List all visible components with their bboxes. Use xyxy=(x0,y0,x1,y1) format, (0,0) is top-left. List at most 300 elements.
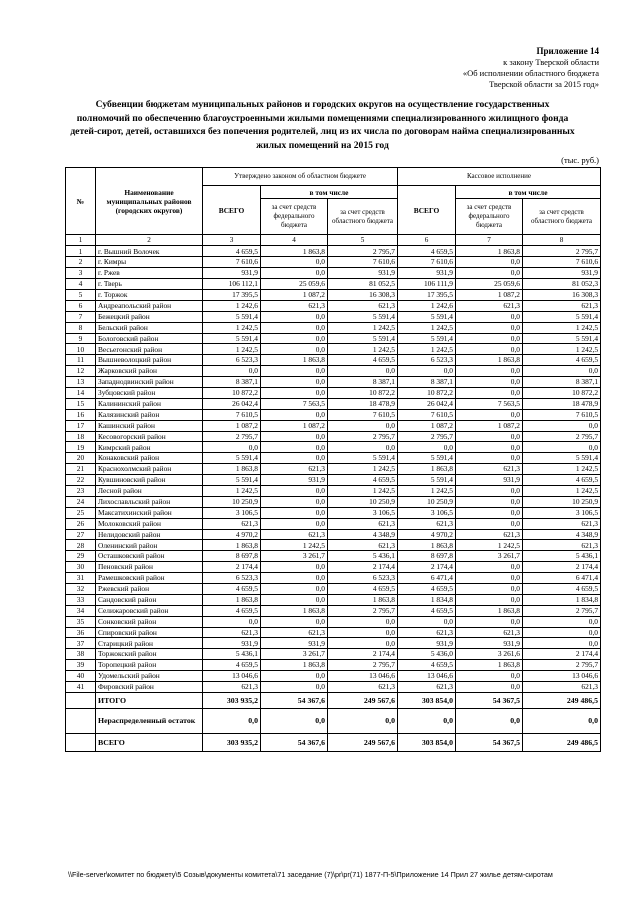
unallocated-value: 0,0 xyxy=(328,708,398,733)
amount-cell: 931,9 xyxy=(203,638,261,649)
amount-cell: 1 863,8 xyxy=(261,355,328,366)
amount-cell: 5 591,4 xyxy=(203,333,261,344)
row-number: 34 xyxy=(66,605,96,616)
amount-cell: 1 834,8 xyxy=(523,594,601,605)
table-row xyxy=(66,257,601,268)
amount-cell: 0,0 xyxy=(523,420,601,431)
amount-cell: 0,0 xyxy=(456,442,523,453)
amount-cell: 4 659,5 xyxy=(328,355,398,366)
amount-cell: 0,0 xyxy=(523,616,601,627)
amount-cell: 621,3 xyxy=(328,518,398,529)
grand-value: 54 367,6 xyxy=(261,733,328,751)
amount-cell: 1 087,2 xyxy=(261,289,328,300)
amount-cell: 17 395,5 xyxy=(398,289,456,300)
amount-cell: 16 308,3 xyxy=(328,289,398,300)
amount-cell: 16 308,3 xyxy=(523,289,601,300)
amount-cell: 0,0 xyxy=(456,387,523,398)
amount-cell: 0,0 xyxy=(456,573,523,584)
row-number: 14 xyxy=(66,387,96,398)
table-row xyxy=(66,529,601,540)
row-number: 15 xyxy=(66,398,96,409)
amount-cell: 2 174,4 xyxy=(328,562,398,573)
amount-cell: 2 174,4 xyxy=(203,562,261,573)
amount-cell: 621,3 xyxy=(203,627,261,638)
amount-cell: 4 970,2 xyxy=(203,529,261,540)
amount-cell: 0,0 xyxy=(261,268,328,279)
row-number: 2 xyxy=(66,257,96,268)
table-row xyxy=(66,518,601,529)
row-number: 40 xyxy=(66,671,96,682)
amount-cell: 931,9 xyxy=(261,475,328,486)
header-cash-including: в том числе xyxy=(456,186,601,199)
amount-cell: 5 591,4 xyxy=(203,311,261,322)
amount-cell: 0,0 xyxy=(261,431,328,442)
amount-cell: 0,0 xyxy=(261,366,328,377)
amount-cell: 2 795,7 xyxy=(523,660,601,671)
amount-cell: 1 087,2 xyxy=(398,420,456,431)
amount-cell: 26 042,4 xyxy=(203,398,261,409)
amount-cell: 5 591,4 xyxy=(328,333,398,344)
row-number: 41 xyxy=(66,682,96,693)
amount-cell: 621,3 xyxy=(523,682,601,693)
amount-cell: 81 052,5 xyxy=(328,279,398,290)
table-row xyxy=(66,377,601,388)
amount-cell: 0,0 xyxy=(456,616,523,627)
amount-cell: 0,0 xyxy=(456,366,523,377)
table-row xyxy=(66,507,601,518)
column-number: 7 xyxy=(456,235,523,246)
table-row xyxy=(66,246,601,257)
row-number: 21 xyxy=(66,464,96,475)
amount-cell: 0,0 xyxy=(523,366,601,377)
amount-cell: 0,0 xyxy=(328,442,398,453)
row-number: 1 xyxy=(66,246,96,257)
amount-cell: 106 112,1 xyxy=(203,279,261,290)
unallocated-label: Нераспределенный остаток xyxy=(96,708,203,733)
district-name: г. Торжок xyxy=(96,289,203,300)
amount-cell: 0,0 xyxy=(261,442,328,453)
amount-cell: 4 348,9 xyxy=(328,529,398,540)
amount-cell: 1 242,5 xyxy=(328,322,398,333)
amount-cell: 931,9 xyxy=(456,475,523,486)
amount-cell: 5 591,4 xyxy=(328,453,398,464)
amount-cell: 1 863,8 xyxy=(261,660,328,671)
table-row xyxy=(66,289,601,300)
table-row xyxy=(66,387,601,398)
amount-cell: 0,0 xyxy=(261,453,328,464)
district-name: Ржевский район xyxy=(96,584,203,595)
district-name: Краснохолмский район xyxy=(96,464,203,475)
amount-cell: 621,3 xyxy=(456,529,523,540)
amount-cell: 0,0 xyxy=(456,453,523,464)
header-approved-federal: за счет средств федерального бюджета xyxy=(261,199,328,235)
row-number: 12 xyxy=(66,366,96,377)
district-name: г. Тверь xyxy=(96,279,203,290)
amount-cell: 7 610,5 xyxy=(523,409,601,420)
amount-cell: 0,0 xyxy=(261,485,328,496)
amount-cell: 4 659,5 xyxy=(203,246,261,257)
district-name: Пеновский район xyxy=(96,562,203,573)
row-number: 10 xyxy=(66,344,96,355)
table-row xyxy=(66,616,601,627)
amount-cell: 0,0 xyxy=(261,496,328,507)
amount-cell: 5 436,1 xyxy=(328,551,398,562)
amount-cell: 2 795,7 xyxy=(523,246,601,257)
amount-cell: 4 659,5 xyxy=(398,584,456,595)
row-number: 31 xyxy=(66,573,96,584)
amount-cell: 0,0 xyxy=(261,257,328,268)
amount-cell: 2 795,7 xyxy=(328,605,398,616)
district-name: Максатихинский район xyxy=(96,507,203,518)
amount-cell: 2 795,7 xyxy=(203,431,261,442)
amount-cell: 0,0 xyxy=(261,409,328,420)
total-row xyxy=(66,692,601,708)
amount-cell: 621,3 xyxy=(328,540,398,551)
file-path-footer: \\File-server\комитет по бюджету\5 Созыв\документы комитета\71 заседание (7)\pr\pr(71) 1877-П-5\Приложение 14 Прил 27 жилье детям-сиротам xyxy=(68,870,553,879)
amount-cell: 7 610,5 xyxy=(398,409,456,420)
amount-cell: 1 863,8 xyxy=(456,660,523,671)
district-name: Калязинский район xyxy=(96,409,203,420)
unallocated-blank xyxy=(66,708,96,733)
total-value: 303 935,2 xyxy=(203,692,261,708)
amount-cell: 4 659,5 xyxy=(523,475,601,486)
amount-cell: 4 659,5 xyxy=(328,475,398,486)
amount-cell: 17 395,5 xyxy=(203,289,261,300)
column-number: 4 xyxy=(261,235,328,246)
amount-cell: 3 261,6 xyxy=(456,649,523,660)
grand-total-row xyxy=(66,733,601,751)
district-name: Фировский район xyxy=(96,682,203,693)
header-cash-federal: за счет средств федерального бюджета xyxy=(456,199,523,235)
amount-cell: 1 242,6 xyxy=(203,300,261,311)
row-number: 39 xyxy=(66,660,96,671)
table-row xyxy=(66,453,601,464)
amount-cell: 621,3 xyxy=(261,529,328,540)
amount-cell: 0,0 xyxy=(456,496,523,507)
row-number: 37 xyxy=(66,638,96,649)
header-name: Наименование муниципальных районов (городских округов) xyxy=(96,168,203,235)
district-name: Оленинский район xyxy=(96,540,203,551)
row-number: 28 xyxy=(66,540,96,551)
header-approved-including: в том числе xyxy=(261,186,398,199)
table-row xyxy=(66,594,601,605)
amount-cell: 0,0 xyxy=(261,682,328,693)
amount-cell: 7 610,5 xyxy=(203,409,261,420)
amount-cell: 1 242,5 xyxy=(523,464,601,475)
amount-cell: 10 250,9 xyxy=(328,496,398,507)
amount-cell: 0,0 xyxy=(398,442,456,453)
district-name: Западнодвинский район xyxy=(96,377,203,388)
amount-cell: 8 697,8 xyxy=(203,551,261,562)
table-row xyxy=(66,671,601,682)
amount-cell: 6 523,3 xyxy=(203,355,261,366)
amount-cell: 0,0 xyxy=(456,507,523,518)
amount-cell: 931,9 xyxy=(203,268,261,279)
grand-value: 303 935,2 xyxy=(203,733,261,751)
appendix-header xyxy=(339,46,599,90)
total-value: 54 367,5 xyxy=(456,692,523,708)
amount-cell: 26 042,4 xyxy=(398,398,456,409)
amount-cell: 3 106,5 xyxy=(203,507,261,518)
amount-cell: 4 659,5 xyxy=(523,584,601,595)
row-number: 17 xyxy=(66,420,96,431)
table-row xyxy=(66,682,601,693)
amount-cell: 3 106,5 xyxy=(328,507,398,518)
amount-cell: 621,3 xyxy=(523,300,601,311)
amount-cell: 931,9 xyxy=(398,268,456,279)
amount-cell: 13 046,6 xyxy=(398,671,456,682)
total-label: ИТОГО xyxy=(96,692,203,708)
amount-cell: 1 242,5 xyxy=(398,344,456,355)
amount-cell: 0,0 xyxy=(261,573,328,584)
amount-cell: 1 242,5 xyxy=(523,322,601,333)
amount-cell: 10 250,9 xyxy=(398,496,456,507)
district-name: Бежецкий район xyxy=(96,311,203,322)
amount-cell: 6 523,3 xyxy=(398,355,456,366)
amount-cell: 0,0 xyxy=(261,377,328,388)
amount-cell: 0,0 xyxy=(261,507,328,518)
row-number: 7 xyxy=(66,311,96,322)
row-number: 11 xyxy=(66,355,96,366)
district-name: Кашинский район xyxy=(96,420,203,431)
amount-cell: 1 242,6 xyxy=(398,300,456,311)
amount-cell: 0,0 xyxy=(328,420,398,431)
table-row xyxy=(66,475,601,486)
amount-cell: 2 174,4 xyxy=(328,649,398,660)
amount-cell: 6 471,4 xyxy=(398,573,456,584)
amount-cell: 13 046,6 xyxy=(523,671,601,682)
table-row xyxy=(66,420,601,431)
table-row xyxy=(66,300,601,311)
table-row xyxy=(66,485,601,496)
amount-cell: 4 659,5 xyxy=(203,660,261,671)
amount-cell: 2 795,7 xyxy=(523,605,601,616)
column-number: 2 xyxy=(96,235,203,246)
amount-cell: 1 087,2 xyxy=(456,420,523,431)
amount-cell: 1 863,8 xyxy=(328,594,398,605)
amount-cell: 0,0 xyxy=(261,311,328,322)
amount-cell: 2 795,7 xyxy=(523,431,601,442)
amount-cell: 5 436,1 xyxy=(203,649,261,660)
table-row xyxy=(66,605,601,616)
amount-cell: 10 250,9 xyxy=(203,496,261,507)
amount-cell: 1 242,5 xyxy=(203,322,261,333)
amount-cell: 0,0 xyxy=(261,518,328,529)
table-row xyxy=(66,344,601,355)
appendix-title: Приложение 14 xyxy=(536,46,599,56)
table-row xyxy=(66,464,601,475)
grand-value: 303 854,0 xyxy=(398,733,456,751)
amount-cell: 6 523,3 xyxy=(203,573,261,584)
amount-cell: 0,0 xyxy=(328,616,398,627)
amount-cell: 0,0 xyxy=(456,257,523,268)
row-number: 25 xyxy=(66,507,96,518)
district-name: Кувшиновский район xyxy=(96,475,203,486)
amount-cell: 1 242,5 xyxy=(203,344,261,355)
amount-cell: 4 659,5 xyxy=(398,246,456,257)
amount-cell: 621,3 xyxy=(456,464,523,475)
unallocated-value: 0,0 xyxy=(261,708,328,733)
row-number: 32 xyxy=(66,584,96,595)
amount-cell: 621,3 xyxy=(456,300,523,311)
table-row xyxy=(66,322,601,333)
amount-cell: 5 591,4 xyxy=(523,453,601,464)
amount-cell: 7 563,5 xyxy=(261,398,328,409)
amount-cell: 1 863,8 xyxy=(261,605,328,616)
row-number: 5 xyxy=(66,289,96,300)
amount-cell: 0,0 xyxy=(261,562,328,573)
amount-cell: 5 591,4 xyxy=(203,475,261,486)
row-number: 4 xyxy=(66,279,96,290)
amount-cell: 1 863,8 xyxy=(203,594,261,605)
amount-cell: 1 242,5 xyxy=(261,540,328,551)
grand-value: 249 486,5 xyxy=(523,733,601,751)
row-number: 20 xyxy=(66,453,96,464)
table-row xyxy=(66,366,601,377)
amount-cell: 5 591,4 xyxy=(398,333,456,344)
amount-cell: 1 863,8 xyxy=(398,540,456,551)
row-number: 33 xyxy=(66,594,96,605)
district-name: Калининский район xyxy=(96,398,203,409)
amount-cell: 1 242,5 xyxy=(398,485,456,496)
amount-cell: 106 111,9 xyxy=(398,279,456,290)
amount-cell: 2 795,7 xyxy=(328,431,398,442)
total-value: 54 367,6 xyxy=(261,692,328,708)
row-number: 6 xyxy=(66,300,96,311)
document-title: Субвенции бюджетам муниципальных районов и городских округов на осуществление государственных полномочий по обеспечению благоустроенными жилыми помещениями специализированного жилищного фонда детей-сирот, детей, оставшихся без попечения родителей, лиц из их числа по договорам найма специализированных жилых помещений на 2015 год xyxy=(70,99,575,151)
amount-cell: 6 523,3 xyxy=(328,573,398,584)
amount-cell: 4 659,5 xyxy=(203,584,261,595)
amount-cell: 0,0 xyxy=(456,322,523,333)
amount-cell: 5 591,4 xyxy=(523,333,601,344)
amount-cell: 621,3 xyxy=(523,518,601,529)
amount-cell: 1 863,8 xyxy=(261,246,328,257)
amount-cell: 13 046,6 xyxy=(328,671,398,682)
header-approved-total: ВСЕГО xyxy=(203,186,261,235)
amount-cell: 2 174,4 xyxy=(398,562,456,573)
column-number: 5 xyxy=(328,235,398,246)
amount-cell: 0,0 xyxy=(523,442,601,453)
amount-cell: 8 387,1 xyxy=(398,377,456,388)
row-number: 22 xyxy=(66,475,96,486)
amount-cell: 1 087,2 xyxy=(261,420,328,431)
row-number: 30 xyxy=(66,562,96,573)
district-name: Лесной район xyxy=(96,485,203,496)
amount-cell: 1 863,8 xyxy=(456,246,523,257)
units-label: (тыс. руб.) xyxy=(561,155,599,165)
amount-cell: 0,0 xyxy=(328,366,398,377)
amount-cell: 621,3 xyxy=(523,540,601,551)
appendix-line: «Об исполнении областного бюджета xyxy=(462,68,599,78)
amount-cell: 7 610,6 xyxy=(398,257,456,268)
amount-cell: 4 970,2 xyxy=(398,529,456,540)
amount-cell: 1 242,5 xyxy=(398,322,456,333)
column-number: 6 xyxy=(398,235,456,246)
amount-cell: 5 591,4 xyxy=(398,475,456,486)
district-name: Селижаровский район xyxy=(96,605,203,616)
amount-cell: 0,0 xyxy=(328,627,398,638)
unallocated-row xyxy=(66,708,601,733)
district-name: Андреапольский район xyxy=(96,300,203,311)
amount-cell: 2 174,4 xyxy=(523,562,601,573)
district-name: Нелидовский район xyxy=(96,529,203,540)
row-number: 8 xyxy=(66,322,96,333)
unallocated-value: 0,0 xyxy=(203,708,261,733)
amount-cell: 1 087,2 xyxy=(456,289,523,300)
row-number: 3 xyxy=(66,268,96,279)
amount-cell: 0,0 xyxy=(456,344,523,355)
amount-cell: 4 659,5 xyxy=(203,605,261,616)
column-number: 1 xyxy=(66,235,96,246)
grand-blank xyxy=(66,733,96,751)
amount-cell: 3 261,7 xyxy=(261,551,328,562)
amount-cell: 621,3 xyxy=(261,464,328,475)
amount-cell: 0,0 xyxy=(261,594,328,605)
total-value: 249 486,5 xyxy=(523,692,601,708)
amount-cell: 3 261,7 xyxy=(261,649,328,660)
amount-cell: 1 242,5 xyxy=(456,540,523,551)
table-row xyxy=(66,268,601,279)
table-row xyxy=(66,584,601,595)
amount-cell: 8 697,8 xyxy=(398,551,456,562)
header-number: № xyxy=(66,168,96,235)
row-number: 27 xyxy=(66,529,96,540)
amount-cell: 5 591,4 xyxy=(203,453,261,464)
amount-cell: 621,3 xyxy=(398,682,456,693)
amount-cell: 18 478,9 xyxy=(523,398,601,409)
amount-cell: 1 242,5 xyxy=(328,485,398,496)
amount-cell: 10 250,9 xyxy=(523,496,601,507)
amount-cell: 0,0 xyxy=(456,409,523,420)
table-row xyxy=(66,562,601,573)
header-cash-regional: за счет средств областного бюджета xyxy=(523,199,601,235)
amount-cell: 621,3 xyxy=(261,627,328,638)
amount-cell: 0,0 xyxy=(261,344,328,355)
district-name: Вышневолоцкий район xyxy=(96,355,203,366)
amount-cell: 1 863,8 xyxy=(398,464,456,475)
table-row xyxy=(66,660,601,671)
amount-cell: 0,0 xyxy=(203,442,261,453)
amount-cell: 25 059,6 xyxy=(456,279,523,290)
unallocated-value: 0,0 xyxy=(398,708,456,733)
amount-cell: 1 242,5 xyxy=(203,485,261,496)
amount-cell: 81 052,3 xyxy=(523,279,601,290)
amount-cell: 931,9 xyxy=(456,638,523,649)
amount-cell: 8 387,1 xyxy=(523,377,601,388)
unallocated-value: 0,0 xyxy=(456,708,523,733)
amount-cell: 931,9 xyxy=(328,268,398,279)
amount-cell: 8 387,1 xyxy=(203,377,261,388)
district-name: Весьегонский район xyxy=(96,344,203,355)
total-blank xyxy=(66,692,96,708)
amount-cell: 0,0 xyxy=(456,268,523,279)
amount-cell: 621,3 xyxy=(456,627,523,638)
amount-cell: 7 610,5 xyxy=(328,409,398,420)
table-body xyxy=(66,235,601,693)
district-name: Кесовогорский район xyxy=(96,431,203,442)
district-name: Рамешковский район xyxy=(96,573,203,584)
table-row xyxy=(66,333,601,344)
column-numbers-row xyxy=(66,235,601,246)
amount-cell: 0,0 xyxy=(523,627,601,638)
amount-cell: 0,0 xyxy=(203,366,261,377)
row-number: 13 xyxy=(66,377,96,388)
amount-cell: 621,3 xyxy=(203,518,261,529)
header-approved: Утверждено законом об областном бюджете xyxy=(203,168,398,186)
row-number: 36 xyxy=(66,627,96,638)
amount-cell: 7 563,5 xyxy=(456,398,523,409)
amount-cell: 931,9 xyxy=(261,638,328,649)
